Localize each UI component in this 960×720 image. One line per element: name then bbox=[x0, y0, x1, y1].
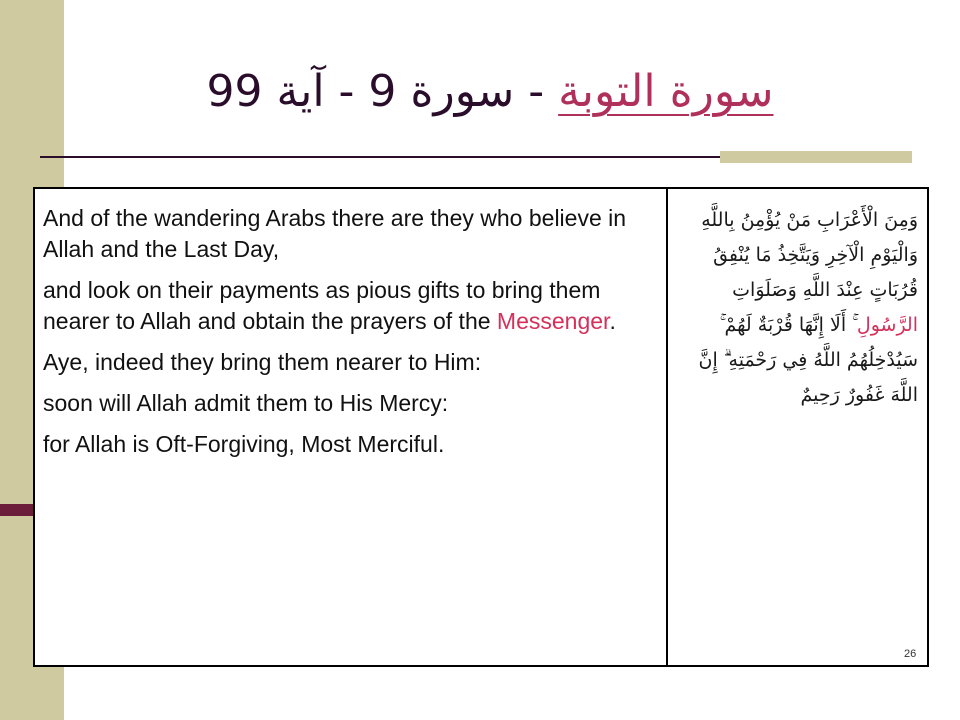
slide-title bbox=[80, 52, 900, 132]
arabic-text-start: وَمِنَ الْأَعْرَابِ مَنْ يُؤْمِنُ بِاللَّهِ وَالْيَوْمِ الْآخِرِ وَيَتَّخِذُ مَا يُنْفِقُ قُرُبَاتٍ عِنْدَ اللَّهِ وَصَلَوَاتِ bbox=[701, 209, 918, 301]
english-line-4: soon will Allah admit them to His Mercy: bbox=[43, 390, 449, 416]
arabic-messenger-highlight: الرَّسُولِ bbox=[856, 314, 918, 336]
page-number: 26 bbox=[904, 648, 917, 660]
english-translation-cell bbox=[43, 203, 663, 470]
title-rule-accent bbox=[720, 151, 912, 163]
verse-table bbox=[33, 187, 929, 667]
column-divider bbox=[666, 189, 668, 665]
english-line-2 bbox=[43, 275, 663, 337]
messenger-highlight: Messenger bbox=[496, 308, 610, 334]
english-line-2-end: . bbox=[609, 308, 616, 334]
english-line-5: for Allah is Oft-Forgiving, Most Merciful. bbox=[43, 431, 445, 457]
arabic-verse-cell bbox=[676, 203, 918, 413]
english-line-1: And of the wandering Arabs there are they who believe in Allah and the Last Day, bbox=[43, 205, 627, 262]
title-surah-link[interactable]: سورة التوبة bbox=[558, 66, 774, 117]
english-line-2-text: and look on their payments as pious gifts to bring them nearer to Allah and obtain the prayers of the bbox=[43, 277, 601, 334]
title-surah-info: - سورة 9 - آية 99 bbox=[206, 66, 559, 117]
english-line-3: Aye, indeed they bring them nearer to Him: bbox=[43, 349, 482, 375]
arabic-text-end: ۚ أَلَا إِنَّهَا قُرْبَةٌ لَهُمْ ۚ سَيُدْخِلُهُمُ اللَّهُ فِي رَحْمَتِهِ ۗ إِنَّ اللَّهَ غَفُورٌ رَحِيمٌ bbox=[698, 314, 918, 406]
